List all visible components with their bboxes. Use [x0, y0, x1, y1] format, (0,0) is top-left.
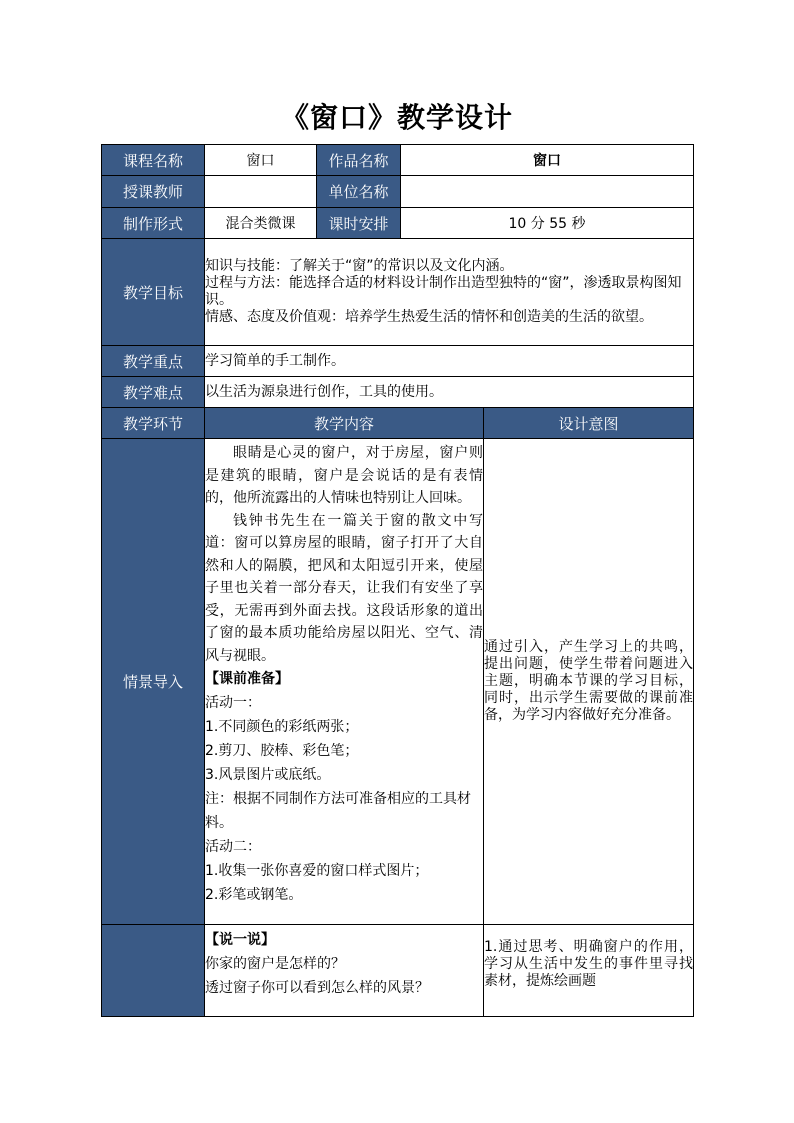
prep-heading: 【课前准备】: [205, 671, 289, 687]
teacher-label: 授课教师: [102, 176, 205, 208]
situation-intro-content: [205, 439, 484, 925]
goal-knowledge: 知识与技能：了解关于“窗”的常识以及文化内涵。: [205, 258, 514, 274]
prep-note: 注：根据不同制作方法可准备相应的工具材料。: [205, 791, 471, 831]
situation-intro-label: 情景导入: [102, 439, 205, 925]
row-format: [102, 208, 694, 239]
row-column-headers: [102, 408, 694, 439]
intro-paragraph-2: 钱钟书先生在一篇关于窗的散文中写道：窗可以算房屋的眼睛，窗子打开了大自然和人的隔膜，把风和太阳逗引开来，使屋子里也关着一部分春天，让我们有安坐了享受，无需再到外面去找。这段话形象的道出了窗的最本质功能给房屋以阳光、空气、清风与视眼。: [205, 512, 483, 664]
row-situation-intro: [102, 439, 694, 925]
row-course: [102, 145, 694, 176]
activity-2-label: 活动二：: [205, 839, 261, 855]
goals-label: 教学目标: [102, 239, 205, 346]
work-name-label: 作品名称: [317, 145, 401, 176]
document-title: 《窗口》教学设计: [280, 101, 513, 134]
row-goals: [102, 239, 694, 346]
situation-intro-intent: 通过引入，产生学习上的共鸣，提出问题，使学生带着问题进入主题，明确本节课的学习目标，同时，出示学生需要做的课前准备，为学习内容做好充分准备。: [484, 439, 694, 925]
discussion-heading: 【说一说】: [205, 932, 275, 948]
key-point-label: 教学重点: [102, 346, 205, 377]
prep-item-5: 2.彩笔或钢笔。: [205, 887, 303, 903]
row-teacher: [102, 176, 694, 208]
prep-item-2: 2.剪刀、胶棒、彩色笔；: [205, 743, 359, 759]
goal-process: 过程与方法：能选择合适的材料设计制作出造型独特的“窗”，渗透取景构图知识。: [205, 275, 682, 308]
row-discussion: [102, 925, 694, 1017]
intent-column-header: 设计意图: [484, 408, 694, 439]
intro-paragraph-1: 眼睛是心灵的窗户，对于房屋，窗户则是建筑的眼睛，窗户是会说话的是有表情的，他所流露出的人情味也特别让人回味。: [205, 445, 483, 506]
difficulty-value: 以生活为源泉进行创作，工具的使用。: [205, 377, 694, 408]
stage-column-header: 教学环节: [102, 408, 205, 439]
discussion-question-1: 你家的窗户是怎样的？: [205, 956, 345, 972]
schedule-value: 10 分 55 秒: [401, 208, 694, 239]
lesson-plan-table: [101, 144, 694, 1017]
goal-attitude: 情感、态度及价值观：培养学生热爱生活的情怀和创造美的生活的欲望。: [205, 309, 653, 325]
unit-value: [401, 176, 694, 208]
content-column-header: 教学内容: [205, 408, 484, 439]
row-key-point: [102, 346, 694, 377]
activity-1-label: 活动一：: [205, 695, 261, 711]
discussion-label: [102, 925, 205, 1017]
row-difficulty: [102, 377, 694, 408]
prep-item-4: 1.收集一张你喜爱的窗口样式图片；: [205, 863, 429, 879]
unit-label: 单位名称: [317, 176, 401, 208]
goals-content: [205, 239, 694, 346]
prep-item-1: 1.不同颜色的彩纸两张；: [205, 719, 359, 735]
course-name-value: 窗口: [205, 145, 317, 176]
course-name-label: 课程名称: [102, 145, 205, 176]
format-label: 制作形式: [102, 208, 205, 239]
discussion-question-2: 透过窗子你可以看到怎么样的风景？: [205, 980, 429, 996]
teacher-value: [205, 176, 317, 208]
difficulty-label: 教学难点: [102, 377, 205, 408]
discussion-intent: 1.通过思考、明确窗户的作用，学习从生活中发生的事件里寻找素材，提炼绘画题: [484, 925, 694, 1017]
prep-item-3: 3.风景图片或底纸。: [205, 767, 331, 783]
discussion-content: [205, 925, 484, 1017]
key-point-value: 学习简单的手工制作。: [205, 346, 694, 377]
schedule-label: 课时安排: [317, 208, 401, 239]
work-name-value: 窗口: [401, 145, 694, 176]
format-value: 混合类微课: [205, 208, 317, 239]
